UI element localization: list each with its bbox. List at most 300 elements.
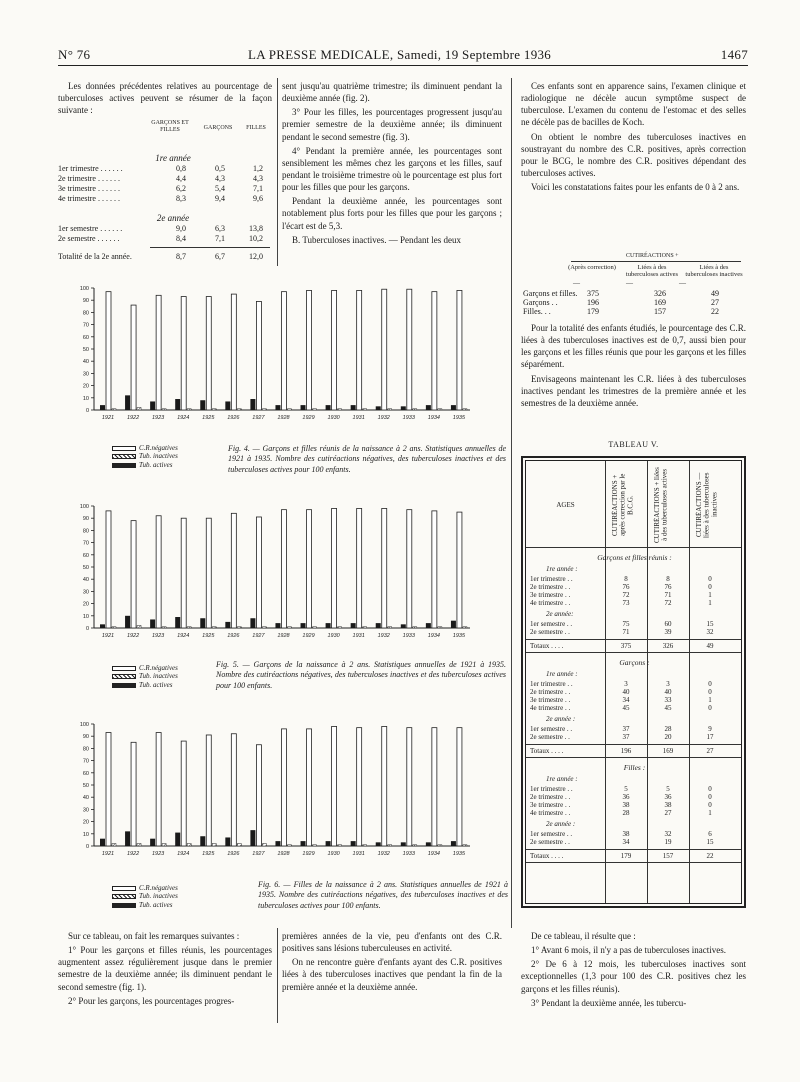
x-tick-label: 1932 [377,415,390,421]
table5-row-label: 3e trimestre . . [530,801,571,809]
journal-title: LA PRESSE MEDICALE, Samedi, 19 Septembre 1936 [248,47,552,62]
figure-4-chart [58,282,478,430]
summary-row-label: 2e semestre . . . . . . [58,234,120,243]
bar-tub-actives [100,624,105,628]
table5-cell: 72 [622,591,630,599]
bar-tub-actives [426,405,431,410]
bar-cr-negatives [457,512,462,628]
x-tick-label: 1921 [101,415,115,421]
table5-cell: 73 [622,599,630,607]
legend-label-neg: C.R.négatives [139,884,178,892]
table5-total-row [526,747,741,756]
table5-row [526,838,741,847]
table5-title: TABLEAU V. [608,440,659,449]
y-tick-label: 50 [82,347,89,353]
column-rule-1 [277,78,278,266]
bar-tub-inactives [187,844,191,846]
x-tick-label: 1931 [352,415,365,421]
table5-cell: 6 [708,830,712,838]
x-tick-label: 1931 [352,851,365,857]
bar-tub-actives [275,623,280,628]
table5-cell: 169 [662,747,674,755]
y-tick-label: 50 [82,565,89,571]
x-tick-label: 1927 [252,851,265,857]
x-tick-label: 1925 [202,851,215,857]
x-tick-label: 1930 [327,415,340,421]
bar-tub-inactives [363,627,367,628]
bar-cr-negatives [256,745,261,846]
table5-row-label: Totaux . . . . [530,852,564,860]
table5-cell: 38 [664,801,672,809]
small-row-cell: 179 [587,307,599,316]
intro-paragraph: Les données précédentes relatives au pourcentage de tuberculoses actives peuvent se résumer de la façon suivante : [58,81,272,116]
small-row-cell: 22 [711,307,719,316]
table5-row [526,599,741,608]
table5-year-label: 2e année: [546,610,574,618]
bar-cr-negatives [281,292,286,410]
y-tick-label: 90 [82,734,89,741]
bar-tub-inactives [112,409,116,410]
y-tick-label: 50 [82,783,89,789]
small-row-label: Filles. . . [523,307,551,316]
y-tick-label: 100 [79,286,89,292]
col2-p4: Pendant la deuxième année, les pourcentages sont notablement plus forts pour les filles que pour les garçons ; l'écart est de 5,3. [282,196,502,231]
x-tick-label: 1923 [152,415,165,421]
table5-cell: 38 [622,830,630,838]
column-2-top [282,80,502,248]
y-tick-label: 60 [82,334,89,341]
legend-fig5 [112,664,178,689]
table5-total-row [526,852,741,861]
summary-cell: 8,3 [176,194,186,203]
bottom-c1b: 1° Pour les garçons et filles réunis, les pourcentages augmentent assez régulièrement jusque dans le premier semestre de la deuxième année; ils diminuent pendant le second semestre (fig. 1). [58,945,272,992]
bar-cr-negatives [181,518,186,628]
table5-cell: 0 [708,785,712,793]
bar-cr-negatives [432,728,437,846]
summary-section-2: 2e année [156,213,190,223]
bar-tub-actives [376,623,381,628]
summary-cell: 10,2 [249,234,263,243]
bottom-c3c: 2° De 6 à 12 mois, les tuberculoses inactives sont exceptionnelles (1,3 pour 100 des C.R. positives chez les garçons et les filles réunis). [521,959,746,994]
summary-cell: 6,7 [215,252,225,261]
table5-cell: 326 [662,642,674,650]
bar-cr-negatives [256,301,261,410]
table5-cell: 20 [664,733,672,741]
table5-cell: 0 [708,793,712,801]
y-tick-label: 40 [82,577,89,584]
col2-p5: B. Tuberculoses inactives. — Pendant les deux [292,234,461,245]
bar-tub-inactives [187,627,191,628]
x-tick-label: 1924 [177,851,190,857]
figure-5-chart [58,500,478,648]
summary-row [58,224,272,234]
table5-cell: 38 [622,801,630,809]
table5-row-label: 4e trimestre . . [530,704,571,712]
summary-cell: 13,8 [249,224,263,233]
y-tick-label: 10 [82,831,89,838]
bottom-c1c: 2° Pour les garçons, les pourcentages progres- [68,995,235,1006]
bar-cr-negatives [231,734,236,846]
summary-row-label: 4e trimestre . . . . . . [58,194,120,203]
summary-cell: 8,4 [176,234,186,243]
table5-row-label: 1er semestre . . [530,830,573,838]
bar-tub-inactives [187,409,191,410]
x-tick-label: 1932 [377,633,390,639]
bar-tub-inactives [338,845,342,846]
x-tick-label: 1934 [427,415,440,421]
table5-row-label: 2e semestre . . [530,838,570,846]
table5-cell: 3 [666,680,670,688]
bar-tub-inactives [212,844,216,846]
summary-cell: 1,2 [253,164,263,173]
bar-tub-actives [451,621,456,628]
table5-cell: 5 [624,785,628,793]
table5-row-label: 3e trimestre . . [530,696,571,704]
summary-cell: 9,6 [253,194,263,203]
table5-cell: 8 [624,575,628,583]
table5-cell: 75 [622,620,630,628]
x-tick-label: 1921 [101,851,115,857]
column-1-top [58,80,272,118]
x-tick-label: 1934 [427,851,440,857]
bar-tub-actives [125,616,130,628]
x-tick-label: 1923 [152,851,165,857]
legend-label-inact: Tub. inactives [139,892,178,901]
bar-cr-negatives [407,728,412,846]
bottom-c3: De ce tableau, il résulte que : [531,931,636,941]
bar-tub-inactives [463,627,467,628]
table5-cell: 37 [622,725,630,733]
issue-number: N° 76 [58,47,91,62]
column-3-top [521,80,746,195]
y-tick-label: 40 [82,359,89,366]
x-tick-label: 1935 [452,633,466,639]
y-tick-label: 20 [82,819,89,826]
table5-year-label: 1re année : [546,565,578,573]
bar-cr-negatives [382,289,387,410]
table5-cell: 19 [664,838,672,846]
table5-group-title: Garçons et filles réunis : [597,553,672,562]
table5-cell: 375 [620,642,632,650]
table5-total-row [526,642,741,651]
table5-cell: 34 [622,838,630,846]
x-tick-label: 1929 [302,633,315,639]
bar-cr-negatives [382,508,387,628]
table5-year-label: 2e année : [546,715,576,723]
bar-cr-negatives [206,518,211,628]
y-tick-label: 100 [79,504,89,510]
table5-year-label: 1re année : [546,775,578,783]
table5-group-title: Filles : [623,763,646,772]
bar-tub-inactives [287,627,291,628]
bar-tub-actives [426,623,431,628]
bar-cr-negatives [307,510,312,628]
table5-group-rule [526,862,741,863]
y-tick-label: 10 [82,613,89,620]
bar-cr-negatives [307,729,312,846]
fig6-caption: Fig. 6. — Filles de la naissance à 2 ans. Statistiques annuelles de 1921 à 1935. Nombre des cutiréactions négatives, des tuberculoses inactives et des tuberculoses actives pour 100 enfants. [258,880,508,910]
bar-tub-actives [150,401,155,410]
table5-cell: 27 [664,809,672,817]
legend-label-act: Tub. actives [139,900,173,909]
bar-tub-inactives [212,627,216,628]
table5-cell: 71 [622,628,630,636]
summary-cell: 8,7 [176,252,186,261]
bar-tub-actives [401,842,406,846]
table5-cell: 22 [706,852,714,860]
col3-p4: Pour la totalité des enfants étudiés, le pourcentage des C.R. liées à des tuberculoses inactives est de 0,7, aussi bien pour les garçons et les filles réunis que pour les garçons et les filles séparément. [521,323,746,370]
table5-cell: 76 [622,583,630,591]
bar-cr-negatives [206,297,211,410]
bar-tub-inactives [237,627,241,628]
summary-cell: 9,0 [176,224,186,233]
bar-tub-inactives [137,626,141,628]
summary-total [58,252,272,262]
bar-tub-actives [301,623,306,628]
figure-6-chart [58,718,478,866]
bar-cr-negatives [156,295,161,410]
table5-cell: 60 [664,620,672,628]
bar-cr-negatives [407,289,412,410]
bar-cr-negatives [231,294,236,410]
small-head-1: (Après correction) [568,264,616,271]
bar-cr-negatives [432,511,437,628]
x-tick-label: 1928 [277,415,290,421]
table5-row-label: 1er semestre . . [530,725,573,733]
bar-tub-inactives [287,845,291,846]
fig5-caption: Fig. 5. — Garçons de la naissance à 2 ans. Statistiques annuelles de 1921 à 1935. Nombre des cutiréactions négatives, des tuberculoses inactives et des tuberculoses actives pour 100 enfants. [216,660,506,690]
table5-row-label: 1er trimestre . . [530,680,573,688]
summary-section-1: 1re année [155,153,191,163]
bar-tub-actives [326,841,331,846]
bar-cr-negatives [407,510,412,628]
bar-tub-actives [326,405,331,410]
legend-fig4 [112,444,178,469]
bar-tub-actives [301,405,306,410]
small-row-label: Garçons . . [523,298,558,307]
table5-cell: 71 [664,591,672,599]
x-tick-label: 1929 [302,851,315,857]
summary-cell: 6,3 [215,224,225,233]
table5-cell: 15 [706,620,714,628]
table5-row-label: 2e trimestre . . [530,793,571,801]
small-table-row [521,298,746,307]
x-tick-label: 1922 [126,415,140,421]
table5-cell: 76 [664,583,672,591]
bar-cr-negatives [256,517,261,628]
column-rule-2 [511,78,512,928]
bar-tub-actives [100,405,105,410]
table-5 [521,456,746,908]
summary-cell: 0,8 [176,164,186,173]
summary-cell: 9,4 [215,194,225,203]
table5-col1-head: CUTIRÉACTIONS + après correction par le B.C.G. [611,473,635,537]
y-tick-label: 40 [82,795,89,802]
small-row-cell: 169 [654,298,666,307]
col2-p2: 3° Pour les filles, les pourcentages progressent jusqu'au premier semestre de la deuxième année; ils diminuent pendant le second semestre (fig. 3). [282,107,502,142]
summary-cell: 5,4 [215,184,225,193]
bar-tub-actives [250,830,255,846]
small-table-rule [571,261,741,262]
summary-row [58,194,272,204]
bar-cr-negatives [357,728,362,846]
table5-cell: 37 [622,733,630,741]
bottom-col-3 [521,930,746,1011]
bar-tub-inactives [212,409,216,410]
x-tick-label: 1922 [126,851,140,857]
bar-tub-actives [275,841,280,846]
col3-p3: Voici les constatations faites pour les enfants de 0 à 2 ans. [531,182,740,193]
bar-tub-inactives [438,845,442,846]
x-tick-label: 1934 [427,633,440,639]
summary-cell: 6,2 [176,184,186,193]
x-tick-label: 1931 [352,633,365,639]
table5-cell: 40 [664,688,672,696]
table5-cell: 0 [708,704,712,712]
bar-tub-actives [175,833,180,846]
legend-fig6 [112,884,178,909]
bar-tub-inactives [438,627,442,628]
summary-head-3: FILLES [246,125,266,131]
y-tick-label: 80 [82,746,89,753]
bar-tub-inactives [313,627,317,628]
col3-p2: On obtient le nombre des tuberculoses inactives en soustrayant du nombre des C.R. positives, après correction pour le BCG, le nombre des C.R. positives dépendant des tuberculoses actives. [521,131,746,178]
y-tick-label: 70 [82,540,89,547]
bar-tub-actives [351,841,356,846]
x-tick-label: 1933 [402,633,415,639]
bar-tub-actives [376,406,381,410]
summary-row [58,184,272,194]
table5-row [526,809,741,818]
x-tick-label: 1924 [177,415,190,421]
bar-tub-inactives [287,409,291,410]
x-tick-label: 1926 [227,415,240,421]
bottom-c1: Sur ce tableau, on fait les remarques suivantes : [68,931,240,941]
x-tick-label: 1935 [452,415,466,421]
page-header [58,42,748,66]
legend-label-neg: C.R.négatives [139,664,178,672]
bar-tub-actives [401,624,406,628]
x-tick-label: 1933 [402,415,415,421]
bar-tub-actives [200,618,205,628]
x-tick-label: 1935 [452,851,466,857]
bar-tub-actives [401,406,406,410]
summary-cell: 12,0 [249,252,263,261]
y-tick-label: 70 [82,322,89,329]
x-tick-label: 1926 [227,633,240,639]
table5-group-rule [526,652,741,653]
small-table-super: CUTIRÉACTIONS + [626,253,679,259]
table5-row-label: 3e trimestre . . [530,591,571,599]
bottom-col-2 [282,930,502,995]
bar-tub-inactives [338,409,342,410]
table5-group-rule [526,757,741,758]
y-tick-label: 10 [82,395,89,402]
bar-tub-inactives [262,844,266,846]
small-row-cell: 157 [654,307,666,316]
bar-tub-actives [426,842,431,846]
bar-tub-actives [175,617,180,628]
bar-tub-actives [125,831,130,846]
table5-cell: 0 [708,801,712,809]
summary-row [58,234,272,244]
bar-tub-inactives [112,844,116,846]
table5-cell: 72 [664,599,672,607]
bar-tub-inactives [463,409,467,410]
small-table-row [521,307,746,316]
fig4-caption: Fig. 4. — Garçons et filles réunis de la naissance à 2 ans. Statistiques annuelles de 1921 à 1935. Nombre des cutiréactions négatives, des tuberculoses inactives et des tuberculoses actives pour 100 enfants. [228,444,506,474]
bar-tub-inactives [388,627,392,628]
summary-row-label: 2e trimestre . . . . . . [58,174,120,183]
table5-cell: 32 [706,628,714,636]
y-tick-label: 30 [82,807,89,814]
table5-total-rule [526,744,741,745]
table5-cell: 49 [706,642,714,650]
bar-tub-inactives [162,409,166,410]
table5-row-label: 2e semestre . . [530,733,570,741]
bar-cr-negatives [131,305,136,410]
table5-group-title: Garçons : [619,658,650,667]
bar-cr-negatives [181,741,186,846]
bar-tub-inactives [388,845,392,846]
y-tick-label: 80 [82,528,89,535]
table5-year-label: 1re année : [546,670,578,678]
bar-cr-negatives [131,742,136,846]
x-tick-label: 1927 [252,415,265,421]
table5-cell: 3 [624,680,628,688]
y-tick-label: 0 [85,408,89,414]
legend-label-inact: Tub. inactives [139,452,178,461]
table5-year-label: 2e année : [546,820,576,828]
table5-cell: 8 [666,575,670,583]
bar-tub-actives [275,405,280,410]
bar-tub-actives [225,401,230,410]
table5-col3-head: CUTIRÉACTIONS — liées à des tuberculoses inactives [695,472,719,538]
bar-tub-actives [250,618,255,628]
bar-tub-actives [150,619,155,628]
bar-tub-actives [376,842,381,846]
table5-cell: 36 [622,793,630,801]
x-tick-label: 1932 [377,851,390,857]
table5-row-label: 1er semestre . . [530,620,573,628]
table5-row [526,704,741,713]
bar-cr-negatives [457,290,462,410]
y-tick-label: 0 [85,626,89,632]
legend-swatch-act [112,463,136,468]
x-tick-label: 1927 [252,633,265,639]
table5-cell: 0 [708,583,712,591]
bar-cr-negatives [206,735,211,846]
table5-total-rule [526,639,741,640]
bar-tub-inactives [237,409,241,410]
bar-tub-inactives [313,845,317,846]
table5-row [526,628,741,637]
bar-tub-actives [175,399,180,410]
bottom-c2b: On ne rencontre guère d'enfants ayant des C.R. positives liées à des tuberculoses inactives que pendant la fin de la première année et la deuxième année. [282,957,502,992]
y-tick-label: 60 [82,770,89,777]
bar-tub-actives [451,841,456,846]
col2-p1: sent jusqu'au quatrième trimestre; ils diminuent pendant la deuxième année (fig. 2). [282,81,502,104]
table5-cell: 5 [666,785,670,793]
bottom-c3b: 1° Avant 6 mois, il n'y a pas de tuberculoses inactives. [531,945,727,956]
table5-cell: 1 [708,591,712,599]
small-row-label: Garçons et filles. [523,289,578,298]
bar-tub-actives [200,836,205,846]
bar-cr-negatives [307,290,312,410]
bar-cr-negatives [332,726,337,846]
x-tick-label: 1925 [202,633,215,639]
y-tick-label: 90 [82,298,89,305]
